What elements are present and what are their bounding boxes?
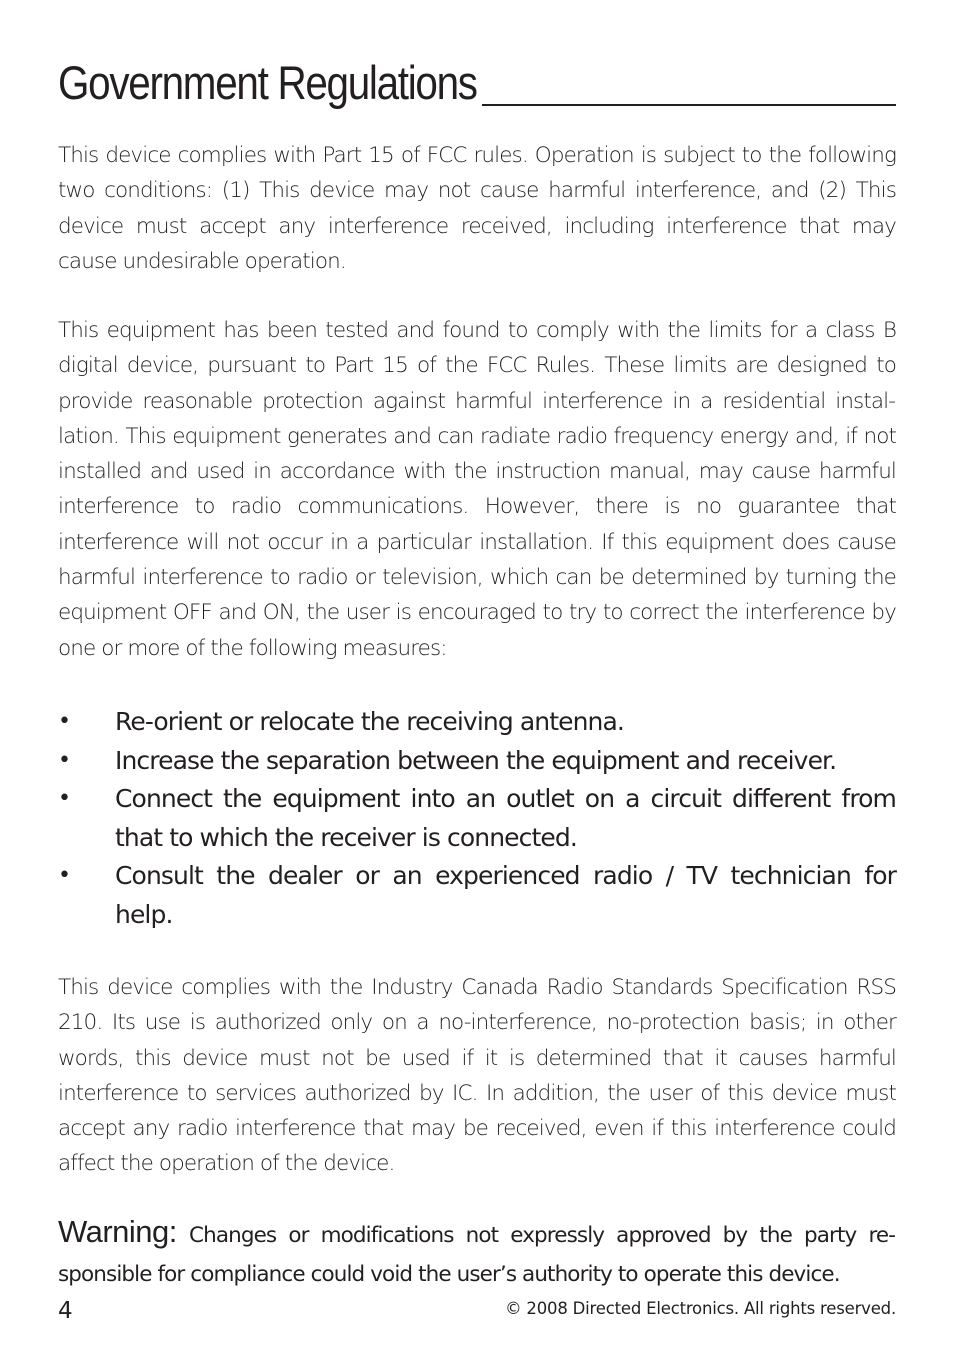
measure-text: Re-orient or relocate the receiving antenna.	[115, 707, 624, 736]
bullet-icon: •	[58, 747, 71, 773]
measures-list	[58, 703, 896, 934]
warning-paragraph	[58, 1212, 896, 1294]
bullet-icon: •	[58, 709, 71, 734]
measure-text: Consult the dealer or an experienced radio / TV technician for help.	[115, 861, 896, 929]
bullet-icon: •	[58, 863, 71, 888]
copyright-notice: © 2008 Directed Electronics. All rights reserved.	[505, 1299, 896, 1318]
title-rule	[58, 52, 896, 109]
page-number: 4	[58, 1298, 73, 1324]
industry-canada-paragraph: This device complies with the Industry Canada Radio Standards Specification RSS 210. Its use is authorized only on a no-interference, no-protection basis; in other words, this device must not be used if it is determined that it causes harmful interference to services authorized by IC. In addition, the user of this device must accept any radio interference that may be received, even if this interference could affect the operation of the device.	[58, 975, 896, 1177]
warning-label: Warning:	[58, 1214, 177, 1249]
fcc-part15-paragraph: This device complies with Part 15 of FCC rules. Operation is subject to the following two conditions: (1) This device may not cause harmful interference, and (2) This device must accept any interference received, including interference that may cause undesirable operation.	[58, 143, 896, 274]
warning-text: Changes or modifications not expressly approved by the party responsible for compliance could void the user’s authority to operate this device.	[58, 1223, 896, 1287]
page-title: Government Regulations	[58, 56, 482, 110]
measure-text: Connect the equipment into an outlet on a circuit different from that to which the receiver is connected.	[115, 784, 896, 852]
list-item	[58, 857, 896, 934]
measure-text: Increase the separation between the equipment and receiver.	[115, 745, 837, 775]
list-item	[58, 780, 896, 857]
bullet-icon: •	[58, 786, 71, 811]
class-b-paragraph: This equipment has been tested and found to comply with the limits for a class B digital device, pursuant to Part 15 of the FCC Rules. These limits are designed to provide reasonable protection against harmful interference in a residential installation. This equipment generates and can radiate radio frequency energy and, if not installed and used in accordance with the instruction manual, may cause harmful interference to radio communications. However, there is no guarantee that interference will not occur in a particular installation. If this equipment does cause harmful interference to radio or television, which can be determined by turning the equipment OFF and ON, the user is encouraged to try to correct the interference by one or more of the following measures:	[58, 318, 896, 661]
manual-page	[58, 0, 896, 1359]
list-item	[58, 742, 896, 781]
list-item	[58, 703, 896, 742]
